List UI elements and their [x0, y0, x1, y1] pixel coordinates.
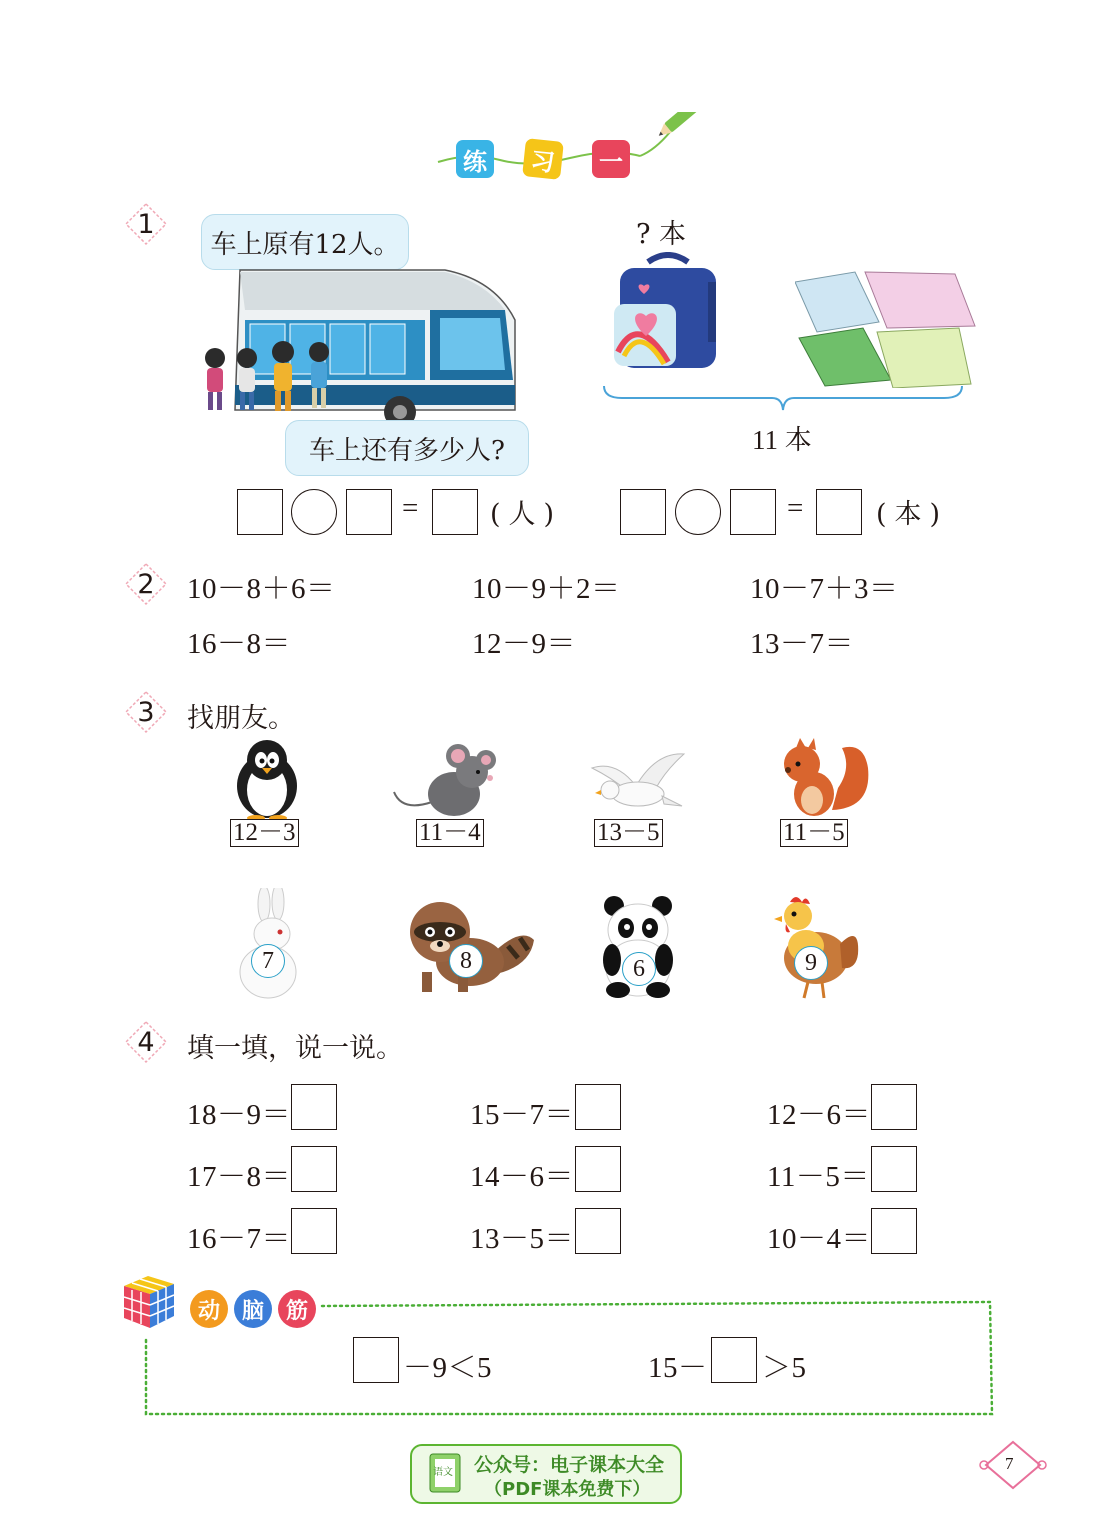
answer-box[interactable] — [871, 1146, 917, 1192]
brain-char-2: 脑 — [234, 1290, 272, 1328]
question-number: 4 — [137, 1026, 155, 1058]
q4-item-1: 18－9＝ — [187, 1099, 292, 1131]
q4-item-6: 11－5＝ — [767, 1161, 870, 1193]
title-char-1: 练 — [456, 140, 494, 178]
equals-sign: = — [787, 492, 804, 524]
answer-box[interactable] — [620, 489, 666, 535]
unit-people: (人) — [490, 499, 563, 530]
bus-illustration — [195, 240, 525, 430]
books-question-label: ? 本 — [636, 219, 687, 250]
q2-item-4: 16－8＝ — [187, 628, 292, 660]
question-number: 1 — [137, 208, 155, 240]
equals-sign: = — [402, 492, 419, 524]
q4-item-8: 13－5＝ — [470, 1223, 575, 1255]
expression-label-3[interactable]: 13－5 — [594, 819, 663, 847]
footer-line-1: 公众号：电子课本大全 — [474, 1454, 665, 1476]
question-marker-4 — [124, 1020, 168, 1064]
brain-left-expression: －9＜5 — [403, 1352, 493, 1384]
book-icon-label: 语文 — [433, 1467, 453, 1478]
books-icon — [795, 270, 977, 388]
q2-item-3: 10－7＋3＝ — [750, 573, 899, 605]
schoolbag-icon — [608, 252, 728, 374]
question-marker-2 — [124, 562, 168, 606]
brace-icon — [602, 384, 964, 412]
question-number: 2 — [137, 568, 155, 600]
expression-label-1[interactable]: 12－3 — [230, 819, 299, 847]
speech-bubble-bottom: 车上还有多少人? — [285, 420, 529, 476]
footer-badge[interactable] — [410, 1444, 682, 1504]
expression-label-2[interactable]: 11－4 — [416, 819, 484, 847]
answer-box[interactable] — [711, 1337, 757, 1383]
q2-item-2: 10－9＋2＝ — [472, 573, 621, 605]
number-circle-2[interactable]: 8 — [449, 944, 483, 978]
answer-box[interactable] — [871, 1084, 917, 1130]
unit-books: (本) — [876, 499, 949, 530]
dove-icon — [586, 750, 686, 816]
operator-circle[interactable] — [291, 489, 337, 535]
answer-box[interactable] — [353, 1337, 399, 1383]
q2-item-1: 10－8＋6＝ — [187, 573, 336, 605]
q3-instruction: 找朋友。 — [187, 703, 295, 734]
brain-right-suffix: ＞5 — [762, 1352, 807, 1384]
brain-char-1: 动 — [190, 1290, 228, 1328]
rubiks-cube-icon — [116, 1272, 180, 1332]
number-circle-3[interactable]: 6 — [622, 952, 656, 986]
q4-item-9: 10－4＝ — [767, 1223, 872, 1255]
answer-box[interactable] — [575, 1146, 621, 1192]
answer-box[interactable] — [816, 489, 862, 535]
footer-line-2: （PDF课本免费下） — [484, 1479, 651, 1500]
answer-box[interactable] — [291, 1208, 337, 1254]
expression-label-4[interactable]: 11－5 — [780, 819, 848, 847]
answer-box[interactable] — [871, 1208, 917, 1254]
q4-item-2: 15－7＝ — [470, 1099, 575, 1131]
answer-box[interactable] — [432, 489, 478, 535]
brain-right-prefix: 15－ — [648, 1352, 708, 1384]
title-char-2: 习 — [522, 138, 564, 180]
penguin-icon — [232, 738, 302, 820]
q4-instruction: 填一填，说一说。 — [187, 1033, 403, 1064]
answer-box[interactable] — [291, 1146, 337, 1192]
page-number: 7 — [1005, 1454, 1014, 1473]
books-total-label: 11 本 — [752, 425, 812, 455]
question-marker-1 — [124, 202, 168, 246]
speech-bubble-top: 车上原有12人。 — [201, 214, 409, 270]
question-marker-3 — [124, 690, 168, 734]
q2-item-5: 12－9＝ — [472, 628, 577, 660]
squirrel-icon — [772, 738, 872, 820]
q4-item-3: 12－6＝ — [767, 1099, 872, 1131]
number-circle-1[interactable]: 7 — [251, 944, 285, 978]
answer-box[interactable] — [730, 489, 776, 535]
answer-box[interactable] — [291, 1084, 337, 1130]
question-number: 3 — [137, 696, 155, 728]
answer-box[interactable] — [346, 489, 392, 535]
exercise-title — [430, 112, 710, 192]
title-char-3: 一 — [592, 140, 630, 178]
brain-char-3: 筋 — [278, 1290, 316, 1328]
answer-box[interactable] — [575, 1084, 621, 1130]
q2-item-6: 13－7＝ — [750, 628, 855, 660]
answer-box[interactable] — [237, 489, 283, 535]
q4-item-4: 17－8＝ — [187, 1161, 292, 1193]
number-circle-4[interactable]: 9 — [794, 946, 828, 980]
answer-box[interactable] — [575, 1208, 621, 1254]
q4-item-7: 16－7＝ — [187, 1223, 292, 1255]
operator-circle[interactable] — [675, 489, 721, 535]
mouse-icon — [392, 742, 502, 820]
q4-item-5: 14－6＝ — [470, 1161, 575, 1193]
